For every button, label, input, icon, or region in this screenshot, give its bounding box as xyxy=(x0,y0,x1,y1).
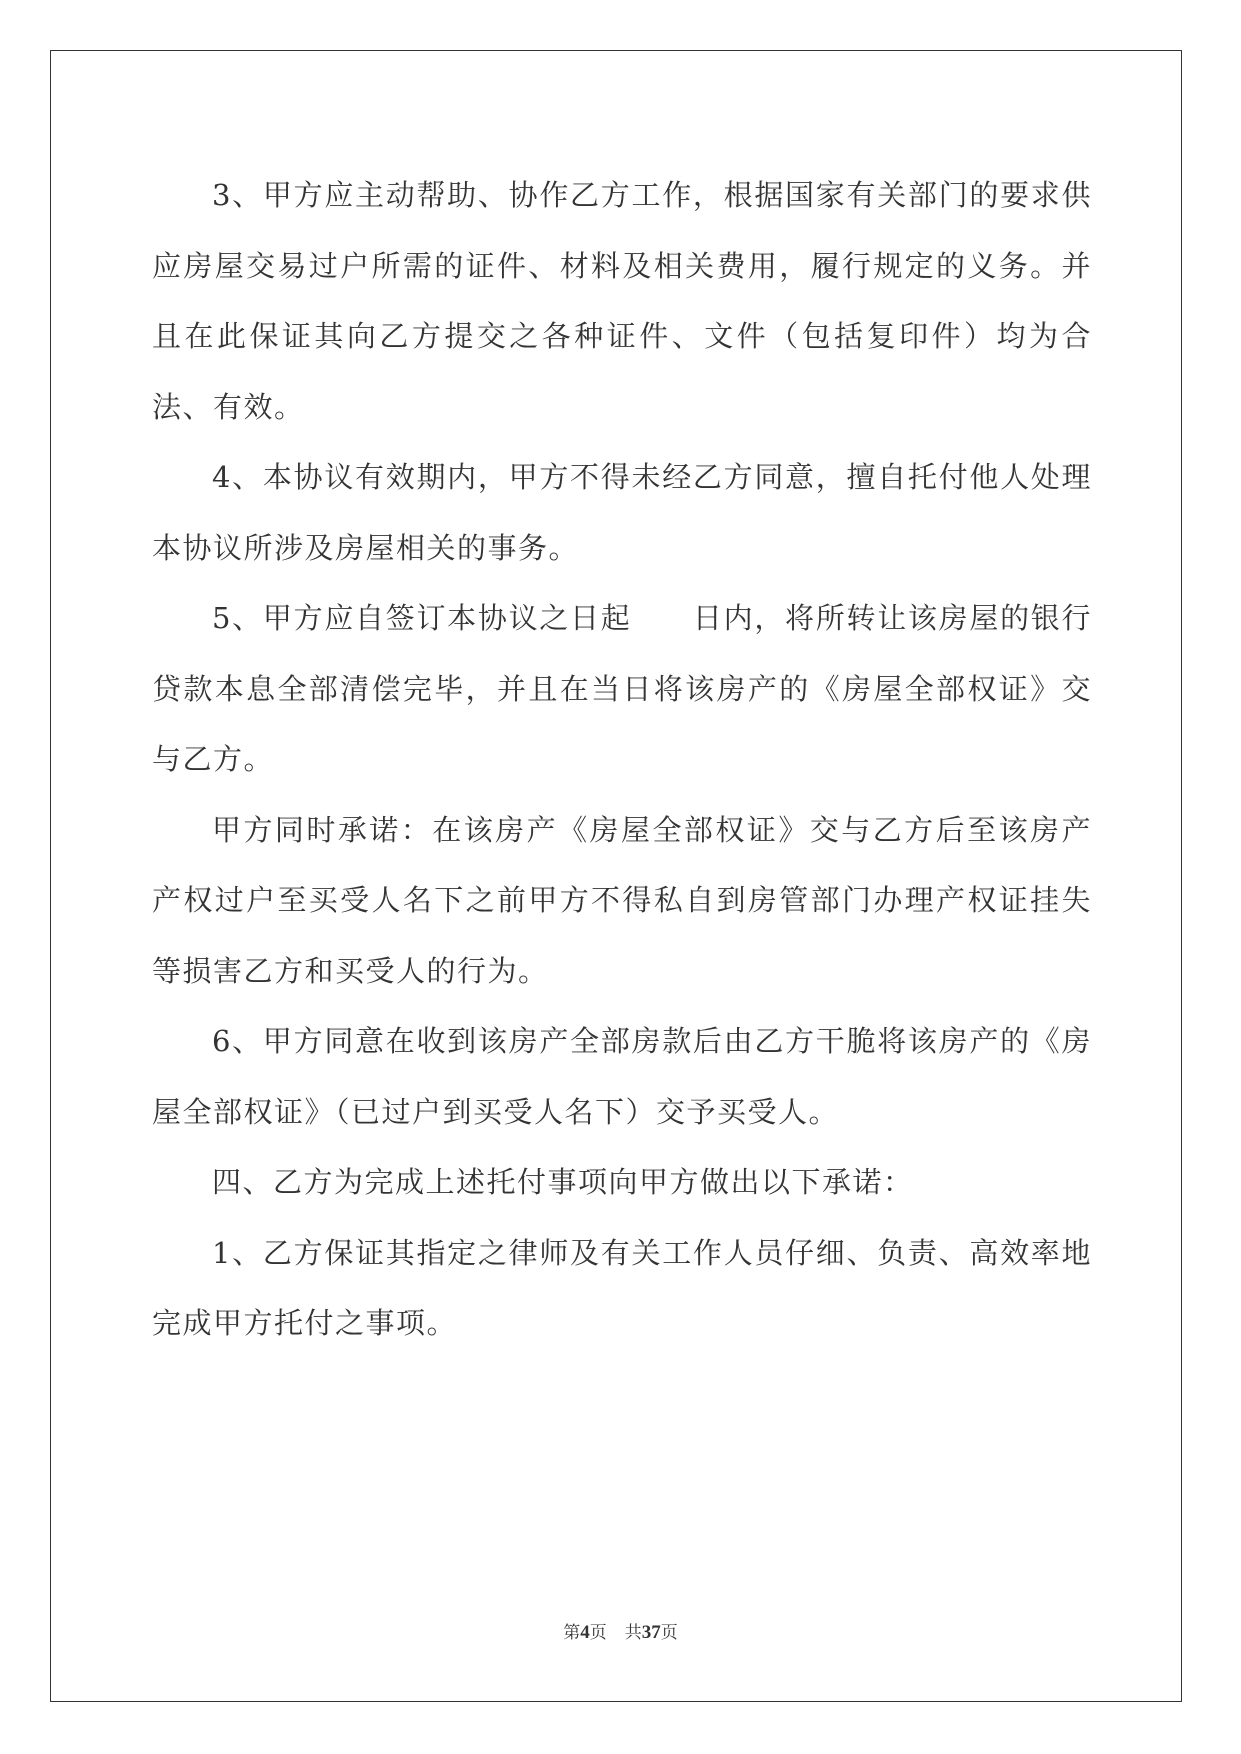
page-prefix: 第 xyxy=(563,1623,581,1643)
page-footer xyxy=(0,1618,1241,1644)
paragraph-clause-6: 6、甲方同意在收到该房产全部房款后由乙方干脆将该房产的《房屋全部权证》（已过户到买受人名下）交予买受人。 xyxy=(152,1024,1092,1129)
paragraph-party-b-clause-1: 1、乙方保证其指定之律师及有关工作人员仔细、负责、高效率地完成甲方托付之事项。 xyxy=(152,1235,1092,1340)
paragraph-clause-5: 5、甲方应自签订本协议之日起 日内，将所转让该房屋的银行贷款本息全部清偿完毕，并且在当日将该房产的《房屋全部权证》交与乙方。 xyxy=(152,601,1092,776)
paragraph-clause-3: 3、甲方应主动帮助、协作乙方工作，根据国家有关部门的要求供应房屋交易过户所需的证件、材料及相关费用，履行规定的义务。并且在此保证其向乙方提交之各种证件、文件（包括复印件）均为合法、有效。 xyxy=(152,178,1092,424)
paragraph-party-a-commitment: 甲方同时承诺：在该房产《房屋全部权证》交与乙方后至该房产产权过户至买受人名下之前甲方不得私自到房管部门办理产权证挂失等损害乙方和买受人的行为。 xyxy=(152,812,1092,988)
total-suffix: 页 xyxy=(660,1623,678,1643)
total-page-count: 37 xyxy=(641,1622,661,1643)
current-page-number: 4 xyxy=(580,1622,590,1643)
document-body xyxy=(152,160,1092,1359)
section-heading-four: 四、乙方为完成上述托付事项向甲方做出以下承诺： xyxy=(212,1165,914,1199)
page-suffix: 页 xyxy=(589,1623,607,1643)
paragraph-clause-4: 4、本协议有效期内，甲方不得未经乙方同意，擅自托付他人处理本协议所涉及房屋相关的事务。 xyxy=(152,460,1092,565)
total-prefix: 共 xyxy=(624,1623,642,1643)
